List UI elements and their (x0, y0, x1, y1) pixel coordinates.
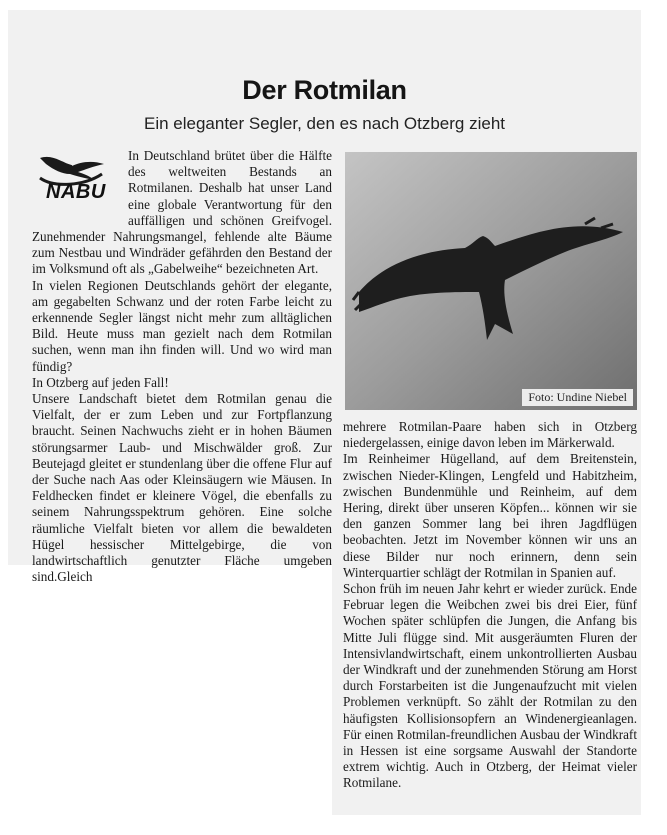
article-headline: Der Rotmilan (242, 75, 407, 105)
paragraph: Schon früh im neuen Jahr kehrt er wieder zurück. Ende Februar legen die Weibchen zwei bis drei Eier, fünf Wochen später schlüpfen die Jungen, die Anfang bis Mitte Juli flügge sind. Mit ausgeräumten Fluren der Intensivlandwirtschaft, einem unkontrollierten Ausbau der Windkraft und der zunehmenden Störung am Horst durch Forstarbeiten ist die Jungenaufzucht mit vielen Problemen verknüpft. So zählt der Rotmilan zu den häufigsten Kollisionsopfern an Windenergieanlagen. Für einen Rotmilan-freundlichen Ausbau der Windkraft in Hessen ist eine sorgsame Auswahl der Standorte extrem wichtig. Auch in Otzberg, der Heimat vieler Rotmilane. (343, 581, 637, 791)
red-kite-icon (345, 152, 637, 410)
article-column-left (32, 148, 332, 585)
red-kite-photo (345, 152, 637, 410)
article-subheadline: Ein eleganter Segler, den es nach Otzberg zieht (143, 114, 505, 133)
paragraph: Im Reinheimer Hügelland, auf dem Breitenstein, zwischen Nieder-Klingen, Lengfeld und Habitzheim, zwischen Bundenmühle und Reinheim, auf dem Hering, direkt über unseren Köpfen... können wir sie den ganzen Sommer lang bei ihren Jagdflügen beobachten. Jetzt im November können wir uns an diese Bilder nur noch erinnern, denn sein Winterquartier schlägt der Rotmilan in Spanien auf. (343, 451, 637, 580)
paragraph: In vielen Regionen Deutschlands gehört der elegante, am gegabelten Schwanz und der roten Farbe leicht zu erkennende Segler längst nicht mehr zum alltäglichen Bild. Heute muss man gezielt nach dem Rotmilan suchen, wenn man ihn finden will. Und wo wird man fündig? (32, 277, 332, 374)
article-column-right (343, 419, 637, 792)
paragraph: mehrere Rotmilan-Paare haben sich in Otzberg niedergelassen, einige davon leben im Märkerwald. (343, 419, 637, 451)
paragraph: In Otzberg auf jeden Fall! (32, 374, 169, 390)
paragraph: Unsere Landschaft bietet dem Rotmilan genau die Vielfalt, der er zum Leben und zur Fortpflanzung braucht. Seinen Nachwuchs zieht er in hohen Bäumen störungsarmer Laub- und Mischwälder groß. Zur Beutejagd gleitet er stundenlang über die offene Flur auf der Suche nach Aas oder Kleinsäugern wie Mäusen. In Feldhecken findet er kleinere Vögel, die ebenfalls zu seinem Nahrungsspektrum gehören. Eine solche räumliche Vielfalt bieten vor allem die bewaldeten Hügel hessischer Mittelgebirge, die von landwirtschaftlich genutzter Fläche umgeben sind.Gleich (32, 391, 332, 585)
photo-credit: Foto: Undine Niebel (522, 389, 633, 406)
nabu-logo-text: NABU (46, 181, 106, 203)
nabu-logo (32, 148, 122, 220)
paragraph: In Deutschland brütet über die Hälfte des weltweiten Bestands an Rotmilanen. Deshalb hat unser Land eine globale Verantwortung für den auffälligen und schönen Greifvogel. Zunehmender Nahrungsmangel, fehlende alte Bäume zum Nestbau und Windräder gefährden den Bestand der im Volksmund oft als „Gabelweihe“ bezeichneten Art. (32, 148, 332, 277)
